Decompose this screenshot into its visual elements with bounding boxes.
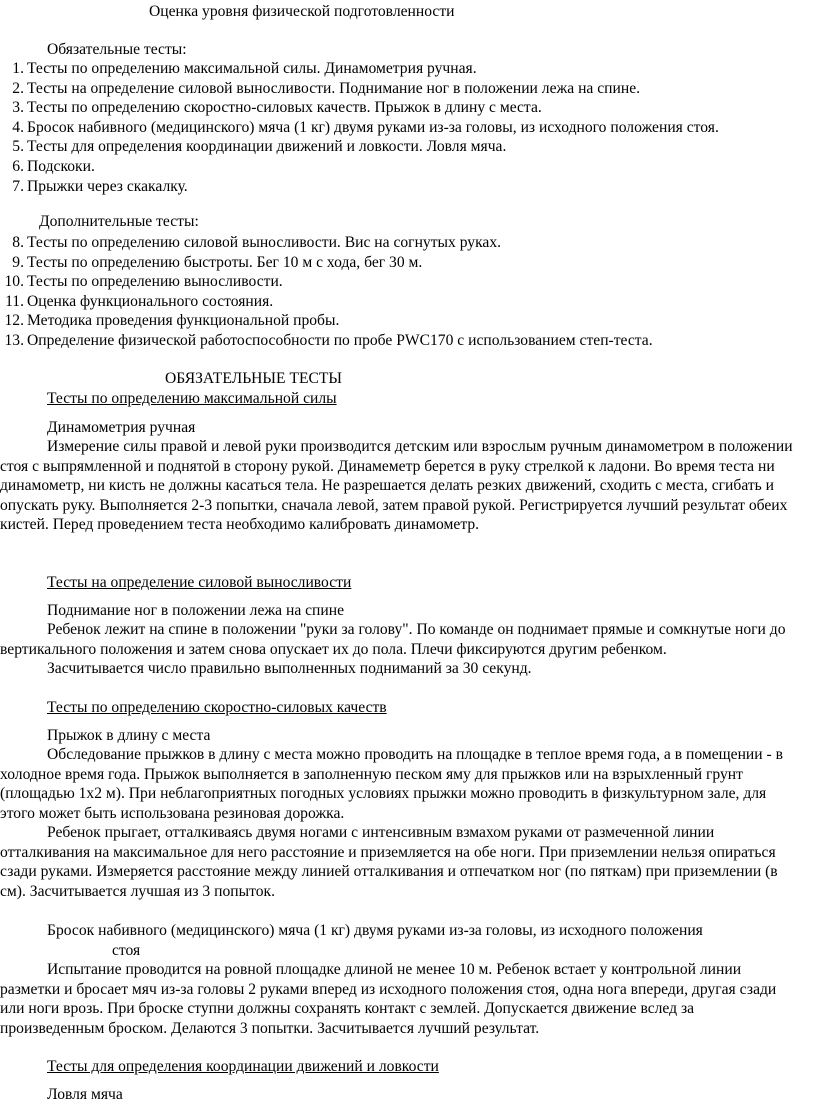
additional-tests-list [0, 233, 816, 351]
s2-paragraph-block [0, 620, 795, 679]
s3-paragraph-1: Обследование прыжков в длину с места можно проводить на площадке в теплое время года, а в помещении - в холодное время года. Прыжок выполняется в заполненную песком яму для прыжков или на взрыхленный грунт (площадью 1х2 м). При неблагоприятных погодных условиях прыжки можно проводить в физкультурном зале, для этого может быть использована резиновая дорожка. [0, 746, 783, 822]
s4-subheading-line1: Бросок набивного (медицинского) мяча (1 кг) двумя руками из-за головы, из исходного положения [47, 922, 703, 939]
s4-subheading-line2: стоя [112, 942, 141, 959]
list-item [0, 272, 816, 292]
list-item [0, 292, 816, 312]
list-item [0, 59, 816, 79]
s4-paragraph: Испытание проводится на ровной площадке длиной не менее 10 м. Ребенок встает у контрольной линии разметки и бросает мяч из-за головы 2 руками вперед из исходного положения стоя, одна нога впереди, другая сзади или ноги врозь. При броске ступни должны сохранять контакт с землей. Допускается движение вслед за произведенным броском. Делаются 3 попытки. Засчитывается лучший результат. [0, 961, 777, 1037]
list-item-number: 11. [5, 292, 24, 310]
list-item [0, 177, 816, 197]
list-item-number: 2. [12, 79, 24, 97]
list-item-text: Тесты по определению максимальной силы. Динамометрия ручная. [27, 60, 477, 77]
list-item [0, 79, 816, 99]
s2-heading: Тесты на определение силовой выносливости [47, 574, 352, 591]
s3-paragraph-block [0, 745, 795, 901]
s5-heading: Тесты для определения координации движений и ловкости [47, 1058, 439, 1075]
s1-paragraph-block [0, 437, 795, 535]
list-item-text: Методика проведения функциональной пробы. [27, 312, 340, 330]
list-item [0, 233, 816, 253]
s5-subheading: Ловля мяча [47, 1086, 123, 1103]
list-item-text: Тесты по определению скоростно-силовых качеств. Прыжок в длину с места. [27, 99, 542, 117]
s1-paragraph: Измерение силы правой и левой руки производится детским или взрослым ручным динамометром в положении стоя с выпрямленной и поднятой в сторону рукой. Динамеметр берется в руку стрелкой к ладони. Во время теста ни динамометр, ни кисть не должны касаться тела. Не разрешается делать резких движений, сходить с места, сгибать и опускать руку. Выполняется 2-3 попытки, сначала левой, затем правой рукой. Регистрируется лучший результат обеих кистей. Перед проведением теста необходимо калибровать динамометр. [0, 438, 793, 533]
list-item-text: Бросок набивного (медицинского) мяча (1 кг) двумя руками из-за головы, из исходного положения стоя. [27, 118, 719, 136]
list-item-number: 12. [4, 312, 24, 330]
section-title: ОБЯЗАТЕЛЬНЫЕ ТЕСТЫ [165, 370, 343, 387]
s1-subheading: Динамометрия ручная [47, 419, 196, 436]
list-item-number: 13. [4, 331, 24, 349]
list-item [0, 118, 816, 138]
s2-paragraph-1: Ребенок лежит на спине в положении "руки за голову". По команде он поднимает прямые и сомкнутые ноги до вертикального положения и затем снова опускает их до пола. Плечи фиксируются другим ребенком. [0, 621, 786, 658]
list-item-text: Тесты на определение силовой выносливости. Поднимание ног в положении лежа на спине. [27, 79, 641, 97]
list-item-text: Подскоки. [27, 157, 95, 175]
list-item-number: 6. [12, 157, 24, 175]
list-item-text: Тесты по определению силовой выносливости. Вис на согнутых руках. [27, 234, 502, 251]
list-item [0, 331, 816, 351]
list-item-text: Тесты по определению выносливости. [27, 273, 283, 291]
s3-subheading: Прыжок в длину с места [47, 727, 211, 744]
list-item [0, 137, 816, 157]
list-item-text: Прыжки через скакалку. [27, 177, 188, 195]
list-item-text: Тесты для определения координации движений и ловкости. Ловля мяча. [27, 138, 507, 156]
list-item [0, 98, 816, 118]
s2-paragraph-2: Засчитывается число правильно выполненных подниманий за 30 секунд. [47, 660, 532, 677]
s2-subheading: Поднимание ног в положении лежа на спине [47, 602, 345, 619]
list-item-number: 3. [12, 99, 24, 117]
s1-heading: Тесты по определению максимальной силы [47, 390, 337, 407]
s3-heading: Тесты по определению скоростно-силовых качеств [47, 699, 387, 716]
list-item [0, 311, 816, 331]
list-item-number: 10. [4, 273, 24, 291]
document-title: Оценка уровня физической подготовленности [149, 3, 455, 20]
list-item-number: 8. [12, 234, 24, 251]
list-item-number: 5. [12, 138, 24, 156]
required-tests-heading: Обязательные тесты: [47, 41, 187, 58]
required-tests-list [0, 59, 816, 196]
list-item-number: 1. [12, 60, 24, 77]
list-item-text: Оценка функционального состояния. [27, 292, 274, 310]
list-item-number: 4. [12, 118, 24, 136]
additional-tests-heading: Дополнительные тесты: [39, 213, 199, 230]
list-item [0, 253, 816, 273]
s3-paragraph-2: Ребенок прыгает, отталкиваясь двумя ногами с интенсивным взмахом руками от размеченной линии отталкивания на максимальное для него расстояние и приземляется на обе ноги. При приземлении нельзя опираться сзади руками. Измеряется расстояние между линией отталкивания и отпечатком ног (по пяткам) при приземлении (в см). Засчитывается лучшая из 3 попыток. [0, 824, 778, 900]
list-item [0, 157, 816, 177]
list-item-text: Определение физической работоспособности по пробе PWC170 с использованием степ-теста. [27, 331, 653, 349]
list-item-number: 9. [12, 253, 24, 271]
list-item-text: Тесты по определению быстроты. Бег 10 м с хода, бег 30 м. [27, 253, 423, 271]
s4-paragraph-block [0, 960, 795, 1038]
list-item-number: 7. [12, 177, 24, 195]
